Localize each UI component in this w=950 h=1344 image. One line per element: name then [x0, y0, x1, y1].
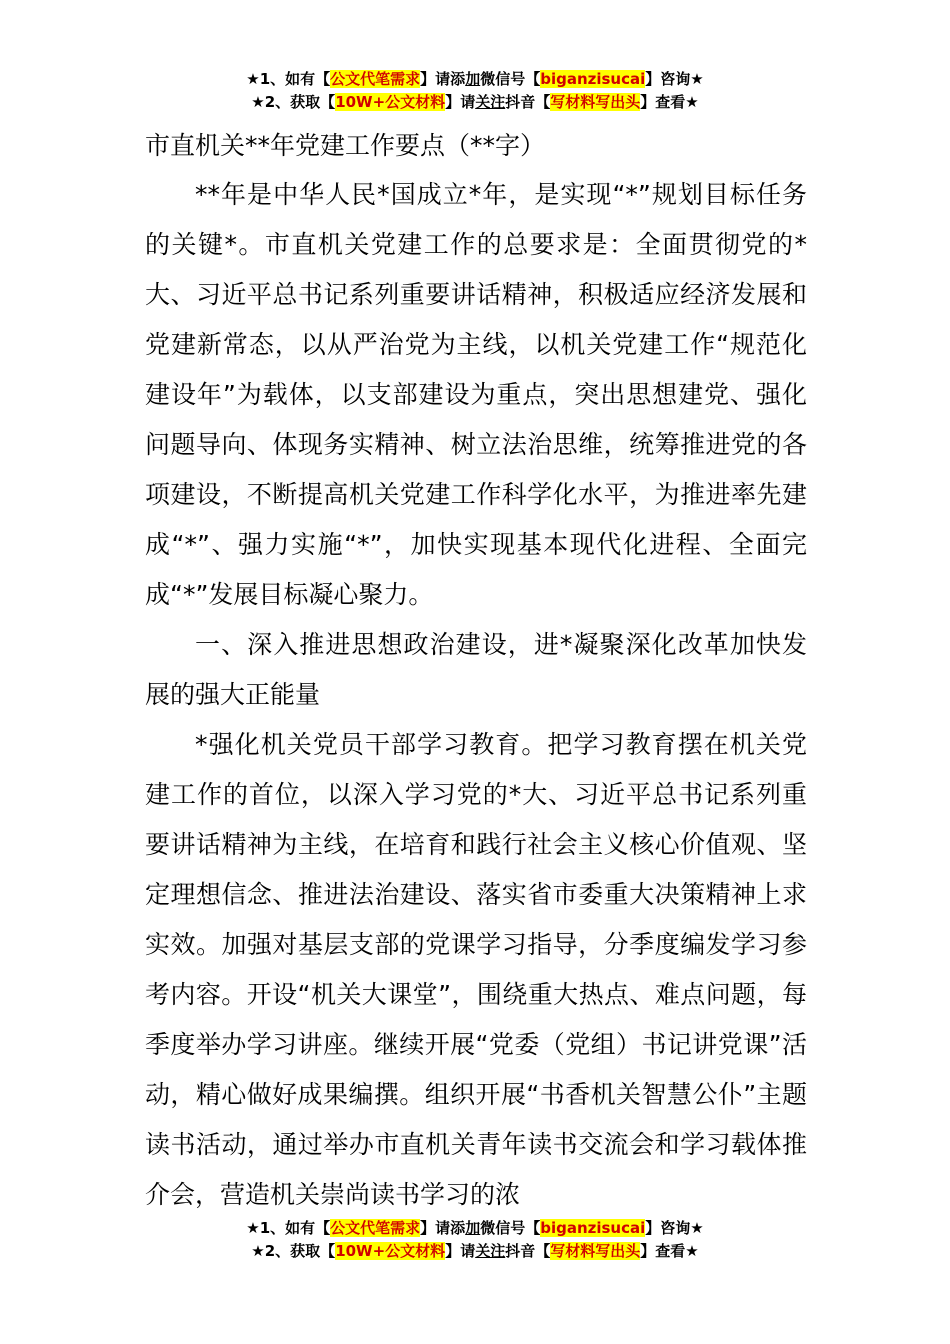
promo-banner-bottom [0, 1217, 950, 1263]
promo-highlight: 写材料写出头 [550, 93, 641, 111]
promo-text: ★2、获取【 [251, 93, 336, 111]
intro-paragraph: **年是中华人民*国成立*年，是实现“*”规划目标任务的关键*。市直机关党建工作的总要求是：全面贯彻党的*大、习近平总书记系列重要讲话精神，积极适应经济发展和党建新常态，以从严治党为主线，以机关党建工作“规范化建设年”为载体，以支部建设为重点，突出思想建党、强化问题导向、体现务实精神、树立法治思维，统筹推进党的各项建设，不断提高机关党建工作科学化水平，为推进率先建成“*”、强力实施“*”，加快实现基本现代化进程、全面完成“*”发展目标凝心聚力。 [145, 180, 807, 609]
promo-line-1 [0, 1217, 950, 1240]
promo-text: ★1、如有【 [246, 1219, 331, 1237]
promo-highlight: biganzisucai [540, 1219, 646, 1237]
promo-highlight: 写材料写出头 [550, 1242, 641, 1260]
promo-text: 】查看★ [640, 93, 699, 111]
document-body [145, 170, 807, 1220]
promo-line-1 [0, 68, 950, 91]
promo-underlined: 关注 [475, 93, 506, 111]
promo-text: 】请 [445, 93, 476, 111]
promo-text: 】咨询★ [645, 1219, 704, 1237]
promo-highlight: 10W+公文材料 [335, 93, 446, 111]
promo-highlight: 公文代笔需求 [330, 1219, 421, 1237]
promo-text: 微信号【 [480, 70, 541, 88]
promo-highlight: 公文代笔需求 [330, 70, 421, 88]
body-paragraph: *强化机关党员干部学习教育。把学习教育摆在机关党建工作的首位，以深入学习党的*大、习近平总书记系列重要讲话精神为主线，在培育和践行社会主义核心价值观、坚定理想信念、推进法治建设、落实省市委重大决策精神上求实效。加强对基层支部的党课学习指导，分季度编发学习参考内容。开设“机关大课堂”，围绕重大热点、难点问题，每季度举办学习讲座。继续开展“党委（党组）书记讲党课”活动，精心做好成果编撰。组织开展“书香机关智慧公仆”主题读书活动，通过举办市直机关青年读书交流会和学习载体推介会，营造机关崇尚读书学习的浓 [145, 730, 807, 1209]
promo-underlined: 加 [465, 1219, 481, 1237]
promo-line-2 [0, 1240, 950, 1263]
promo-text: 】请添 [420, 70, 466, 88]
promo-text: 】咨询★ [645, 70, 704, 88]
promo-text: 】请 [445, 1242, 476, 1260]
promo-text: 抖音【 [505, 93, 551, 111]
promo-underlined: 加 [465, 70, 481, 88]
promo-text: 微信号【 [480, 1219, 541, 1237]
promo-text: 】请添 [420, 1219, 466, 1237]
promo-text: 抖音【 [505, 1242, 551, 1260]
document-title: 市直机关**年党建工作要点（**字） [145, 131, 546, 160]
promo-text: ★2、获取【 [251, 1242, 336, 1260]
promo-highlight: 10W+公文材料 [335, 1242, 446, 1260]
promo-highlight: biganzisucai [540, 70, 646, 88]
promo-underlined: 关注 [475, 1242, 506, 1260]
promo-banner-top [0, 68, 950, 114]
promo-text: 】查看★ [640, 1242, 699, 1260]
section-heading: 一、深入推进思想政治建设，进*凝聚深化改革加快发展的强大正能量 [145, 630, 807, 709]
promo-line-2 [0, 91, 950, 114]
promo-text: ★1、如有【 [246, 70, 331, 88]
